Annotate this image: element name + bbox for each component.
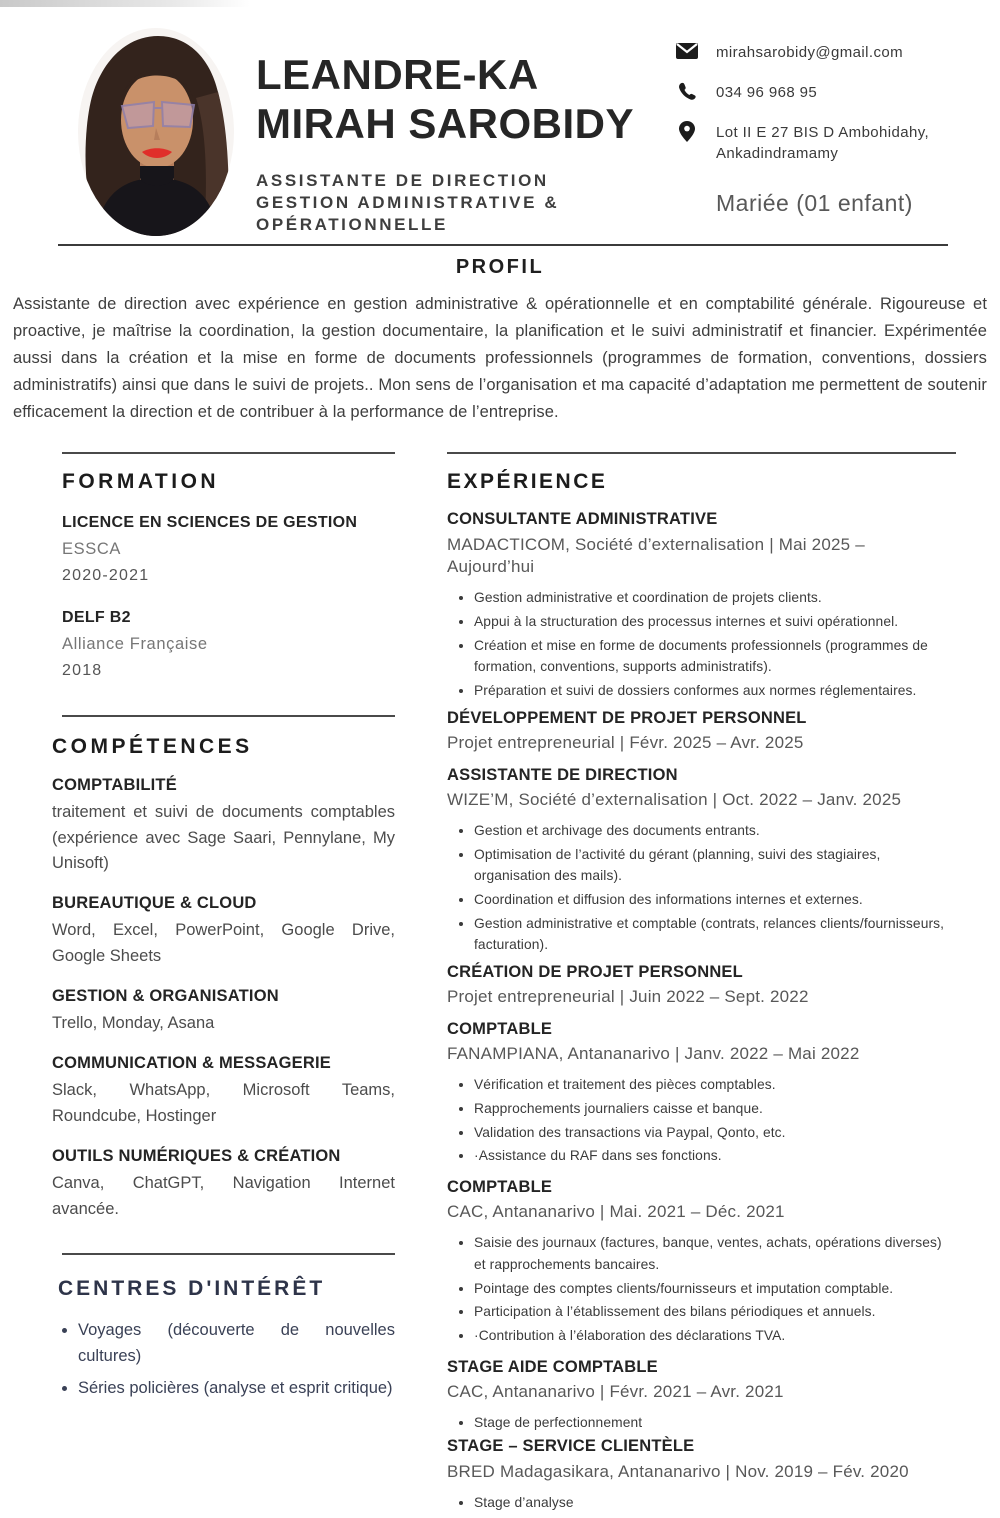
- job-meta: FANAMPIANA, Antananarivo | Janv. 2022 – Mai 2022: [447, 1044, 860, 1064]
- name-line-1: LEANDRE-KA: [256, 51, 539, 98]
- job-bullet: • Gestion et archivage des documents entrants.: [474, 820, 956, 842]
- phone-text[interactable]: 034 96 968 95: [716, 84, 818, 101]
- headline-line-3: OPÉRATIONNELLE: [256, 214, 448, 234]
- job-bullet: • Vérification et traitement des pièces comptables.: [474, 1074, 956, 1096]
- skill-group-text: Word, Excel, PowerPoint, Google Drive, Google Sheets: [52, 921, 395, 966]
- job-bullet: • Rapprochements journaliers caisse et banque.: [474, 1098, 956, 1120]
- competences-heading: COMPÉTENCES: [52, 734, 253, 758]
- skill-group-title: COMMUNICATION & MESSAGERIE: [52, 1053, 331, 1072]
- skill-group-text: Canva, ChatGPT, Navigation Internet avancée.: [52, 1173, 395, 1218]
- job-title: ASSISTANTE DE DIRECTION: [447, 765, 678, 784]
- job-meta: WIZE’M, Société d’externalisation | Oct. 2022 – Janv. 2025: [447, 790, 902, 810]
- skill-group-title: BUREAUTIQUE & CLOUD: [52, 894, 257, 913]
- job-meta: CAC, Antananarivo | Févr. 2021 – Avr. 2021: [447, 1381, 784, 1401]
- education-title: LICENCE EN SCIENCES DE GESTION: [62, 514, 358, 532]
- headline-line-1: ASSISTANTE DE DIRECTION: [256, 171, 549, 191]
- job-title: CONSULTANTE ADMINISTRATIVE: [447, 510, 718, 529]
- job-bullet: • Gestion administrative et coordination de projets clients.: [474, 587, 956, 609]
- experience-entry: [447, 707, 956, 755]
- scan-artifact: [0, 0, 250, 7]
- right-column: [447, 452, 956, 1518]
- job-bullets: [447, 820, 956, 956]
- interest-item: • Séries policières (analyse et esprit critique): [78, 1375, 395, 1402]
- skill-group-title: OUTILS NUMÉRIQUES & CRÉATION: [52, 1146, 341, 1165]
- job-meta: Projet entrepreneurial | Juin 2022 – Sept. 2022: [447, 987, 809, 1007]
- interests-list: [52, 1317, 395, 1402]
- job-bullets: [447, 1412, 956, 1434]
- job-title: DÉVELOPPEMENT DE PROJET PERSONNEL: [447, 708, 807, 727]
- job-bullet: • Participation à l’établissement des bilans périodiques et annuels.: [474, 1301, 956, 1323]
- job-meta: Projet entrepreneurial | Févr. 2025 – Avr. 2025: [447, 732, 804, 752]
- job-bullet: • Saisie des journaux (factures, banque, ventes, achats, opérations diverses) et rapprochements bancaires.: [474, 1232, 956, 1275]
- job-meta: CAC, Antananarivo | Mai. 2021 – Déc. 2021: [447, 1202, 785, 1222]
- marital-status: Mariée (01 enfant): [716, 190, 913, 216]
- profile-photo: [78, 28, 234, 236]
- skill-group-text: traitement et suivi de documents comptables (expérience avec Sage Saari, Pennylane, My Unisoft): [52, 802, 395, 873]
- job-bullet: • Optimisation de l’activité du gérant (planning, suivi des stagiaires, organisation des mails).: [474, 844, 956, 887]
- address-line-2: Ankadindramamy: [716, 145, 839, 162]
- job-bullets: [447, 1074, 956, 1167]
- job-title: COMPTABLE: [447, 1020, 553, 1039]
- skill-group: [52, 776, 395, 878]
- experience-entry: [447, 1176, 956, 1346]
- formation-heading: FORMATION: [62, 470, 220, 494]
- job-bullet: • Appui à la structuration des processus internes et suivi opérationnel.: [474, 611, 956, 633]
- interests-top-rule: [62, 1253, 395, 1255]
- experience-entry: [447, 1356, 956, 1434]
- education-period: 2020-2021: [62, 567, 150, 585]
- education-school: Alliance Française: [62, 635, 208, 654]
- experience-entry: [447, 508, 956, 701]
- skill-group-text: Slack, WhatsApp, Microsoft Teams, Roundcube, Hostinger: [52, 1080, 395, 1125]
- interests-section: [52, 1253, 395, 1402]
- job-bullet: • Coordination et diffusion des informations internes et externes.: [474, 889, 956, 911]
- contact-phone-row: [676, 80, 960, 103]
- skill-group: [52, 987, 395, 1037]
- job-bullet: • Préparation et suivi de dossiers conformes aux normes réglementaires.: [474, 680, 956, 702]
- experience-entry: [447, 1018, 956, 1167]
- formation-top-rule: [62, 452, 395, 454]
- email-text[interactable]: mirahsarobidy@gmail.com: [716, 44, 903, 61]
- job-bullet: • Validation des transactions via Paypal, Qonto, etc.: [474, 1122, 956, 1144]
- job-headline: [256, 170, 676, 235]
- job-bullets: [447, 587, 956, 701]
- envelope-icon: [676, 40, 698, 62]
- name-line-2: MIRAH SAROBIDY: [256, 100, 635, 148]
- contact-address-row: [676, 120, 960, 164]
- job-meta: MADACTICOM, Société d’externalisation | Mai 2025 – Aujourd’hui: [447, 534, 865, 577]
- location-pin-icon: [676, 120, 698, 142]
- skill-group: [52, 1054, 395, 1130]
- job-bullet: • Création et mise en forme de documents professionnels (programmes de formation, conventions, supports administratifs).: [474, 635, 956, 678]
- job-title: COMPTABLE: [447, 1178, 553, 1197]
- job-bullets: [447, 1232, 956, 1346]
- experience-heading: EXPÉRIENCE: [447, 470, 608, 494]
- experience-entry: [447, 961, 956, 1009]
- job-title: CRÉATION DE PROJET PERSONNEL: [447, 963, 743, 981]
- education-entry: [62, 510, 395, 589]
- skill-group: [52, 1147, 395, 1223]
- skill-group: [52, 894, 395, 970]
- profil-heading: PROFIL: [455, 256, 545, 278]
- job-bullet: • ·Assistance du RAF dans ses fonctions.: [474, 1145, 956, 1167]
- experience-entry: [447, 764, 956, 956]
- job-meta: BRED Madagasikara, Antananarivo | Nov. 2019 – Fév. 2020: [447, 1461, 909, 1481]
- skill-group-title: GESTION & ORGANISATION: [52, 987, 279, 1006]
- contact-block: [676, 28, 960, 236]
- education-entry: [62, 605, 395, 684]
- job-bullet: • ·Contribution à l’élaboration des déclarations TVA.: [474, 1325, 956, 1347]
- headline-line-2: GESTION ADMINISTRATIVE &: [256, 193, 560, 212]
- job-bullets: [447, 1492, 956, 1514]
- phone-icon: [676, 80, 698, 102]
- education-period: 2018: [62, 662, 103, 680]
- experience-top-rule: [447, 452, 956, 454]
- name-block: [256, 28, 676, 236]
- profil-text: Assistante de direction avec expérience en gestion administrative & opérationnelle et en comptabilité générale. Rigoureuse et proactive, je maîtrise la coordination, la gestion documentaire, la planification et le suivi administratif et financier. Expérimentée aussi dans la création et la mise en forme de documents professionnels (programmes de formation, conventions, dossiers administratifs) ainsi que dans le suivi de projets.. Mon sens de l’organisation et ma capacité d’adaptation me permettent de soutenir efficacement la direction et de contribuer à la performance de l’entreprise.: [13, 295, 987, 422]
- left-column: [52, 452, 395, 1518]
- interest-item: • Voyages (découverte de nouvelles cultures): [78, 1317, 395, 1370]
- header: [0, 0, 1000, 236]
- job-title: STAGE AIDE COMPTABLE: [447, 1357, 658, 1376]
- competences-top-rule: [62, 715, 395, 717]
- job-bullet: • Pointage des comptes clients/fournisseurs et imputation comptable.: [474, 1278, 956, 1300]
- experience-entry: [447, 1435, 956, 1513]
- skill-group-text: Trello, Monday, Asana: [52, 1014, 215, 1033]
- education-title: DELF B2: [62, 609, 131, 627]
- portrait-illustration: [78, 28, 234, 236]
- education-school: ESSCA: [62, 539, 121, 558]
- skill-group-title: COMPTABILITÉ: [52, 775, 177, 794]
- job-bullet: • Stage de perfectionnement: [474, 1412, 956, 1434]
- two-column-body: [0, 452, 1000, 1518]
- interests-heading: CENTRES D'INTÉRÊT: [58, 1276, 326, 1300]
- contact-email-row: [676, 40, 960, 63]
- profil-top-rule: [58, 244, 948, 246]
- address-line-1: Lot II E 27 BIS D Ambohidahy,: [716, 124, 930, 141]
- job-title: STAGE – SERVICE CLIENTÈLE: [447, 1437, 695, 1456]
- job-bullet: • Stage d’analyse: [474, 1492, 956, 1514]
- job-bullet: • Gestion administrative et comptable (contrats, relances clients/fournisseurs, facturation).: [474, 913, 956, 956]
- name: [256, 50, 676, 148]
- address-text: [716, 120, 929, 164]
